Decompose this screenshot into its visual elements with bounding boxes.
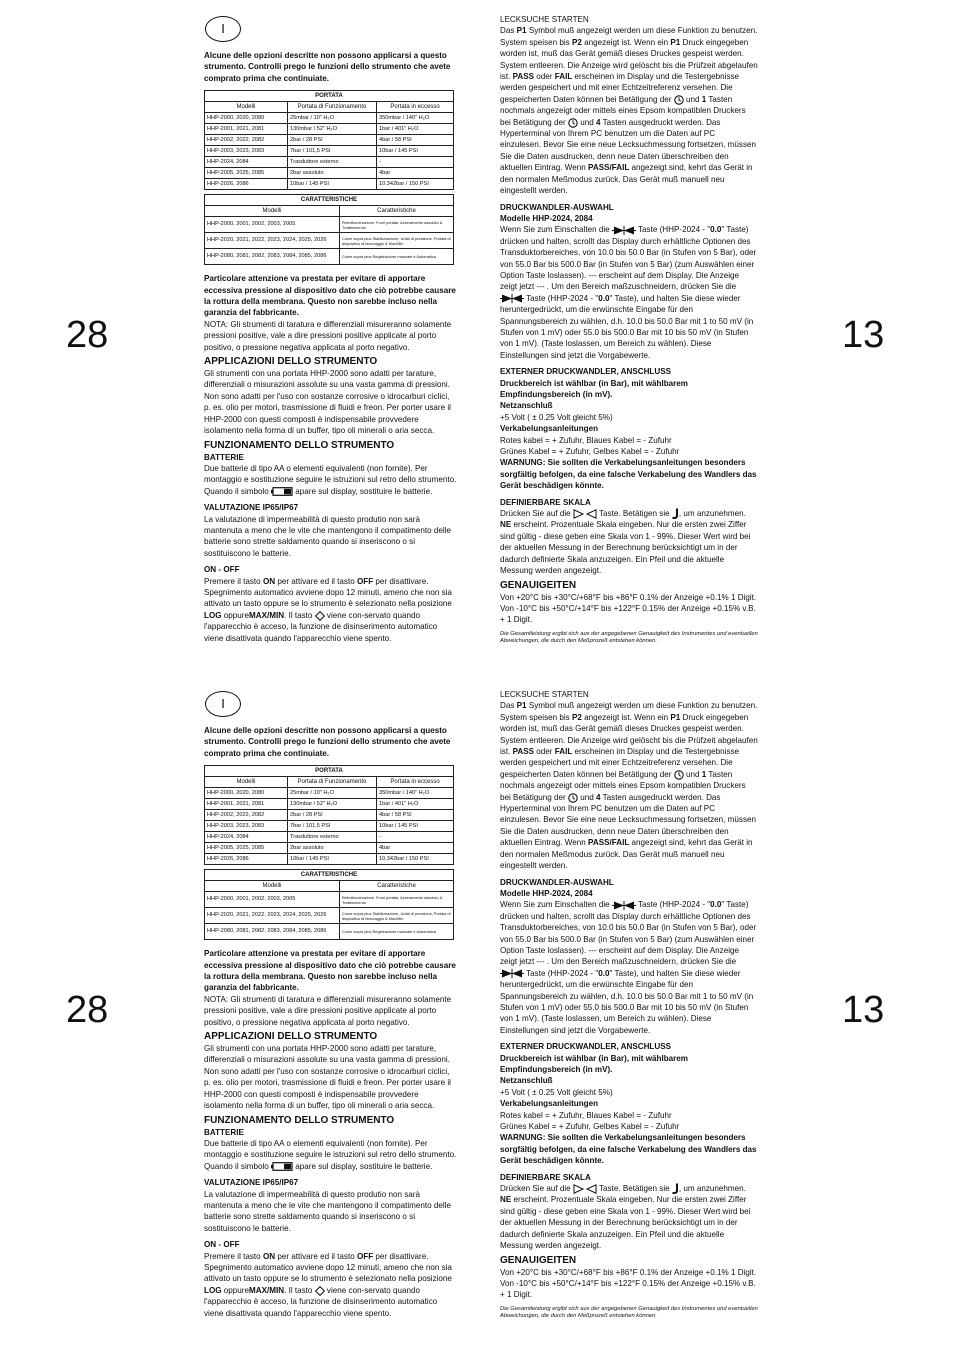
portata-header-eccesso: Portata in eccesso <box>377 777 454 788</box>
off-key-label: OFF <box>356 576 374 586</box>
portata-cell: HHP-2001, 2021, 2081 <box>205 799 288 810</box>
onoff-text <box>204 576 458 644</box>
transducer-key-icon <box>500 969 524 978</box>
portata-cell: 2bar / 28 PSI <box>288 135 377 146</box>
druckwandler-models: Modelle HHP-2024, 2084 <box>500 213 593 223</box>
caratteristiche-table <box>204 194 454 265</box>
transducer-key-icon <box>612 901 636 910</box>
portata-row <box>205 854 454 865</box>
clock-key-icon <box>674 95 684 105</box>
onoff-text-d: oppure <box>223 1285 249 1295</box>
portata-cell: HHP-2000, 2020, 2080 <box>205 788 288 799</box>
clock-key-icon <box>568 793 578 803</box>
caratteristiche-cell: Come sopra plus Registrazione manuale e Automatica <box>340 924 454 940</box>
druckwandler-text <box>500 899 758 1036</box>
leck-heading: LECKSUCHE STARTEN <box>500 15 589 24</box>
key-4-label: 4 <box>595 117 601 127</box>
zero-key-label-2: 0.0 <box>598 293 610 303</box>
caratteristiche-cell: Come sopra plus Stabilizzazione, Unità di pressione, Portata di dispositivo di bloccaggio & Max/Min <box>340 233 454 249</box>
portata-cell: 2bar / 28 PSI <box>288 810 377 821</box>
portata-cell: 2bar assoluto <box>288 168 377 179</box>
applicazioni-text: Gli strumenti con una portata HHP-2000 sono adatti per tarature, differenziali o misurazioni assolute su una vasta gamma di pressioni. Non sono adatti per l'uso con sostanze corrosive o idrocarburi ciclici, p. es. olio per motori, trasmissione di fluidi e freon. Per porter usare il HHP-2000 con questi composti è indispensabile provvedere isolamento nella forma di un buffer, tipo oli minerali o aria secca. <box>204 369 451 436</box>
portata-cell: HHP-2001, 2021, 2081 <box>205 124 288 135</box>
batterie-text-b: apare sul display, sostituire le batterie. <box>295 486 433 496</box>
genauigkeiten-line-1: Von +20°C bis +30°C/+68°F bis +86°F 0.1% der Anzeige +0.1% 1 Digit. <box>500 1267 757 1277</box>
genauigkeiten-line-1: Von +20°C bis +30°C/+68°F bis +86°F 0.1% der Anzeige +0.1% 1 Digit. <box>500 592 757 602</box>
dw-t3: " Taste) drücken und halten, scrollt das Display durch erhältliche Optionen des Transduktorbereiches, von 10.0 bis 50.0 Bar (in Stufen von 5 Bar), oder von 55.0 Bar bis 500.0 Bar (in Stufen von 5 Bar) (zum Auswählen einer Option Taste loslassen). --- erscheint auf dem Display. Die Anzeige zeigt jetzt --- . Um den Bereich maßzuschneidern, drücken Sie die <box>500 900 757 967</box>
diamond-key-icon <box>315 1286 325 1296</box>
netzanschluss-heading: Netzanschluß <box>500 1076 553 1086</box>
portata-header-funzionamento: Portata di Funzionamento <box>288 102 377 113</box>
onoff-heading: ON - OFF <box>204 565 240 575</box>
portata-row <box>205 821 454 832</box>
caratteristiche-cell: HHP-2000, 2001, 2002, 2003, 2005 <box>205 892 340 908</box>
fail-label: FAIL <box>554 72 573 82</box>
portata-cell: - <box>377 832 454 843</box>
verkabelung-line-1: Rotes kabel = + Zufuhr, Blaues Kabel = - Zufuhr <box>500 1110 672 1120</box>
language-badge-italian: I <box>205 691 241 717</box>
italian-column <box>204 14 458 644</box>
portata-cell: 350mbar / 140" H₂O <box>377 113 454 124</box>
portata-cell: 350mbar / 140" H₂O <box>377 788 454 799</box>
leck-text <box>500 700 758 871</box>
onoff-text-f: viene con-servato quando l'apparecchio è acceso, la funzione de disinserimento automatico viene disattivata quando l'apparecchio viene spento. <box>204 610 438 643</box>
external-transducer-subtitle: Druckbereich ist wählbar (in Bar), mit wählbarem Empfindungsbereich (in mV). <box>500 1053 689 1074</box>
p1-label-2: P1 <box>670 712 681 722</box>
portata-cell: 4bar <box>377 168 454 179</box>
portata-row <box>205 799 454 810</box>
ip-text: La valutazione di impermeabilità di questo produtio non sarà mantenuta a meno che le vite che mantengono il compatimento delle batterie sono strette saldamento quando si inseriscono o si sostituiscono le batterie. <box>204 1189 452 1233</box>
portata-cell: 130mbar / 52" H₂O <box>288 124 377 135</box>
dw-t4: Taste (HHP-2024 - " <box>526 968 599 978</box>
skala-text <box>500 508 758 576</box>
applicazioni-text: Gli strumenti con una portata HHP-2000 sono adatti per tarature, differenziali o misurazioni assolute su una vasta gamma di pressioni. Non sono adatti per l'uso con sostanze corrosive o idrocarburi ciclici, p. es. olio per motori, trasmissione di fluidi e freon. Per porter usare il HHP-2000 con questi composti è indispensabile provvedere isolamento nella forma di un buffer, tipo oli minerali o aria secca. <box>204 1044 451 1111</box>
portata-cell: HHP-2003, 2023, 2083 <box>205 821 288 832</box>
leck-heading: LECKSUCHE STARTEN <box>500 690 589 699</box>
druckwandler-heading: DRUCKWANDLER-AUSWAHL <box>500 877 614 887</box>
caratteristiche-header-modelli: Modelli <box>205 881 340 892</box>
page-spread-bottom <box>0 675 954 1350</box>
caratteristiche-header-modelli: Modelli <box>205 206 340 217</box>
ip-heading: VALUTAZIONE IP65/IP67 <box>204 1178 299 1188</box>
portata-cell: 10bar / 145 PSI <box>377 146 454 157</box>
applicazioni-heading: APPLICAZIONI DELLO STRUMENTO <box>204 1031 378 1043</box>
dw-t5: " Taste), und halten Sie diese wieder heruntergedrückt, um die erwünschte Eingabe für den Spannungsbereich zu wählen, d.h. 10.0 bis 50.0 Bar mit 1 to 50 mV (in Stufen von 1 mV) oder 55.0 bis 500.0 Bar mit 10 bis 50 mV (in Stufen von 1 mV). (Taste loslassen, um Bereich zu wählen). Diese Einstellungen sind jetzt die Vorgabewerte. <box>500 968 754 1035</box>
on-key-label: ON <box>262 1251 276 1261</box>
caratteristiche-cell: HHP-2020, 2021, 2022, 2023, 2024, 2025, 2026 <box>205 908 340 924</box>
skala-t4: erscheint. Prozentuale Skala eingeben. Nur die ersten zwei Ziffer sind gültig - diese geben eine Skala von 1 - 99%. Dieser Wert wird bei der aktuellen Messung in der Berechnung berücksichtigt um in der dadurch definierte Skala anzuzeigen. Ein Pfeil und die aktuelle Messung werden angezeigt. <box>500 1195 751 1251</box>
wiring-warning: WARNUNG: Sie sollten die Verkabelungsanleitungen besonders sorgfältig befolgen, da eine falsche Verkabelung des Wandlers das Gerät beschädigen könnte. <box>500 458 757 491</box>
dw-t2: Taste (HHP-2024 - " <box>638 225 711 235</box>
funzionamento-heading: FUNZIONAMENTO DELLO STRUMENTO <box>204 439 395 451</box>
external-transducer-heading: EXTERNER DRUCKWANDLER, ANSCHLUSS <box>500 1042 672 1052</box>
ip-heading: VALUTAZIONE IP65/IP67 <box>204 503 299 513</box>
external-transducer-subtitle: Druckbereich ist wählbar (in Bar), mit wählbarem Empfindungsbereich (in mV). <box>500 378 689 399</box>
portata-cell: HHP-2024, 2084 <box>205 832 288 843</box>
leck-t10: Tasten ausgedruckt werden. Das Hyperterminal von Ihrem PC benutzen um die Daten auf PC einzulesen. Bevor Sie eine neue Lecksuchmessung fortsetzen, müssen Sie die Daten ausdrucken, denn neue Daten überschreiben den aktuellen Eintrag. Wenn <box>500 117 757 173</box>
portata-cell: 1bar / 401" H₂O <box>377 124 454 135</box>
portata-cell: 10bar / 145 PSI <box>288 854 377 865</box>
portata-cell: 10bar / 145 PSI <box>288 179 377 190</box>
page-spread-top <box>0 0 954 675</box>
skala-t3: , um anzunehmen. <box>678 1184 746 1194</box>
zero-key-label: 0.0 <box>710 900 722 910</box>
funzionamento-heading: FUNZIONAMENTO DELLO STRUMENTO <box>204 1114 395 1126</box>
intro-text: Alcune delle opzioni descritte non possono applicarsi a questo strumento. Controlli prego le funzioni dello strumento che avete comprato prima che continuiate. <box>204 726 451 758</box>
leck-t2: Symbol muß angezeigt werden um diese Funktion zu benutzen. System speisen bis <box>500 701 758 722</box>
on-key-label: ON <box>262 576 276 586</box>
dw-t1: Wenn Sie zum Einschalten die <box>500 225 610 235</box>
onoff-text-a: Premere il tasto <box>204 1251 261 1261</box>
portata-cell: HHP-2005, 2025, 2085 <box>205 843 288 854</box>
portata-cell: 10.342bar / 150 PSI <box>377 179 454 190</box>
portata-cell: Trasduttore esterno <box>288 157 377 168</box>
skala-t3: , um anzunehmen. <box>678 509 746 519</box>
leck-t9: und <box>580 117 594 127</box>
ip-text: La valutazione di impermeabilità di questo produtio non sarà mantenuta a meno che le vite che mantengono il compatimento delle batterie sono strette saldamento quando si inseriscono o si sostituiscono le batterie. <box>204 514 452 558</box>
onoff-text-d: oppure <box>223 610 249 620</box>
skala-t2: Taste. Betätigen sie <box>599 1184 670 1194</box>
portata-caption: PORTATA <box>205 766 454 777</box>
leck-t1: Das <box>500 26 515 36</box>
pressure-warning: Particolare attenzione va prestata per evitare di apportare eccessiva pressione al dispositivo dato che ciò potrebbe causare la rottura della membrana. Questo non sarebbe incluso nella garanzia del fabbricante. <box>204 274 456 318</box>
scale-key-icon <box>573 509 597 519</box>
battery-icon <box>271 1162 293 1171</box>
skala-heading: DEFINIERBARE SKALA <box>500 1172 591 1182</box>
leck-t7: und <box>685 94 700 104</box>
p1-label: P1 <box>516 701 527 711</box>
caratteristiche-row <box>205 249 454 265</box>
netzanschluss-text: +5 Volt ( ± 0.25 Volt gleicht 5%) <box>500 412 613 422</box>
scale-key-icon <box>573 1184 597 1194</box>
wiring-warning: WARNUNG: Sie sollten die Verkabelungsanleitungen besonders sorgfältig befolgen, da eine falsche Verkabelung des Wandlers das Gerät beschädigen könnte. <box>500 1133 757 1166</box>
caratteristiche-cell: Come sopra plus Stabilizzazione, Unità di pressione, Portata di dispositivo di bloccaggio & Max/Min <box>340 908 454 924</box>
verkabelung-line-2: Grünes Kabel = + Zufuhr, Gelbes Kabel = - Zufuhr <box>500 1122 680 1132</box>
transducer-key-icon <box>500 294 524 303</box>
portata-row <box>205 843 454 854</box>
onoff-text-c: per disattivare. Spegnimento automatico avviene dopo 12 minuti, ameno che non sia attivato un tasto oppure se lo strumento è selezionato nella posizione <box>204 576 452 609</box>
log-key-label: LOG <box>204 1285 222 1295</box>
leck-t11: angezeigt sind, kehrt das Gerät in den normalen Meßmodus zurück. Das Gerät muß manuell neu eingestellt werden. <box>500 163 753 196</box>
caratteristiche-row <box>205 217 454 233</box>
caratteristiche-caption: CARATTERISTICHE <box>205 870 454 881</box>
leck-t6: erscheinen im Display und die Testergebnisse werden gespeichert und mit einer Echtzeitreferenz versehen. Die gespeicherten Daten können bei Betätigung der <box>500 72 740 104</box>
portata-row <box>205 788 454 799</box>
diamond-key-icon <box>315 611 325 621</box>
transducer-key-icon <box>612 226 636 235</box>
onoff-text-e: . Il tasto <box>284 1285 313 1295</box>
dw-t1: Wenn Sie zum Einschalten die <box>500 900 610 910</box>
portata-row <box>205 157 454 168</box>
batterie-text-b: apare sul display, sostituire le batterie. <box>295 1161 433 1171</box>
batterie-text <box>204 463 458 497</box>
portata-header-modelli: Modelli <box>205 102 288 113</box>
nota-text: NOTA: Gli strumenti di taratura e differenziali misureranno solamente pressioni positive, vale a dire pressioni positive applicate al porto positivo, o pressione negativa applicata al porto negativo. <box>204 319 452 352</box>
portata-cell: 7bar / 101,5 PSI <box>288 821 377 832</box>
portata-cell: 10bar / 145 PSI <box>377 821 454 832</box>
enter-key-icon <box>672 1183 679 1194</box>
log-key-label: LOG <box>204 610 222 620</box>
key-1-label: 1 <box>701 769 707 779</box>
dw-t3: " Taste) drücken und halten, scrollt das Display durch erhältliche Optionen des Transduktorbereiches, von 10.0 bis 50.0 Bar (in Stufen von 5 Bar), oder von 55.0 Bar bis 500.0 Bar (in Stufen von 5 Bar) (zum Auswählen einer Option Taste loslassen). --- erscheint auf dem Display. Die Anzeige zeigt jetzt --- . Um den Bereich maßzuschneidern, drücken Sie die <box>500 225 757 292</box>
skala-t1: Drücken Sie auf die <box>500 1184 571 1194</box>
leck-t4: Druck eingegeben worden ist, muß das Gerät gemäß dieses Druckes gespeist werden. System entleeren. Die Anzeige wird gelöscht bis die Prüfzeit abgelaufen ist. <box>500 712 758 757</box>
fail-label: FAIL <box>554 747 573 757</box>
portata-cell: HHP-2003, 2023, 2083 <box>205 146 288 157</box>
passfail-label: PASS/FAIL <box>588 838 630 848</box>
genauigkeiten-heading: GENAUIGEITEN <box>500 579 577 591</box>
page-number-right: 13 <box>842 314 885 356</box>
language-badge-italian: I <box>205 16 241 42</box>
caratteristiche-cell: HHP-2080, 2081, 2082, 2083, 2084, 2085, 2086 <box>205 249 340 265</box>
batterie-heading: BATTERIE <box>204 1127 244 1137</box>
caratteristiche-row <box>205 908 454 924</box>
onoff-heading: ON - OFF <box>204 1240 240 1250</box>
portata-cell: 130mbar / 52" H₂O <box>288 799 377 810</box>
onoff-text-a: Premere il tasto <box>204 576 261 586</box>
leck-t1: Das <box>500 701 515 711</box>
page-number-right: 13 <box>842 989 885 1031</box>
leck-t9: und <box>580 792 594 802</box>
portata-row <box>205 124 454 135</box>
leck-t5: oder <box>536 72 553 82</box>
page-number-left: 28 <box>66 314 109 356</box>
caratteristiche-cell: HHP-2000, 2001, 2002, 2003, 2005 <box>205 217 340 233</box>
caratteristiche-table <box>204 869 454 940</box>
portata-row <box>205 832 454 843</box>
nota-text: NOTA: Gli strumenti di taratura e differenziali misureranno solamente pressioni positive, vale a dire pressioni positive applicate al porto positivo, o pressione negativa applicata al porto negativo. <box>204 994 452 1027</box>
leck-t8: Tasten nochmals angezeigt oder mittels eines Epsom kompatiblen Druckers bei Betätigung der <box>500 769 746 802</box>
maxmin-key-label: MAX/MIN <box>249 1285 285 1295</box>
ne-label: NE <box>500 1195 512 1205</box>
leck-t3: angezeigt ist. Wenn ein <box>584 712 669 722</box>
page-number-left: 28 <box>66 989 109 1031</box>
clock-key-icon <box>568 118 578 128</box>
leck-t10: Tasten ausgedruckt werden. Das Hyperterminal von Ihrem PC benutzen um die Daten auf PC einzulesen. Bevor Sie eine neue Lecksuchmessung fortsetzen, müssen Sie die Daten ausdrucken, denn neue Daten überschreiben den aktuellen Eintrag. Wenn <box>500 792 757 848</box>
verkabelung-heading: Verkabelungsanleitungen <box>500 1099 599 1109</box>
enter-key-icon <box>672 508 679 519</box>
p2-label: P2 <box>571 712 582 722</box>
portata-cell: 4bar / 58 PSI <box>377 135 454 146</box>
p1-label: P1 <box>516 26 527 36</box>
portata-table <box>204 765 454 865</box>
onoff-text-b: per attivare ed il tasto <box>277 1251 355 1261</box>
skala-text <box>500 1183 758 1251</box>
verkabelung-line-2: Grünes Kabel = + Zufuhr, Gelbes Kabel = - Zufuhr <box>500 447 680 457</box>
accuracy-footnote: Die Gesamtleistung ergibt sich aus der angegebenen Genauigkeit des Instrumentes und eventuellen Abweichungen, die durch den Meßprozeß entstehen können. <box>500 1305 758 1319</box>
leck-t7: und <box>685 769 700 779</box>
portata-cell: - <box>377 157 454 168</box>
druckwandler-models: Modelle HHP-2024, 2084 <box>500 888 593 898</box>
portata-cell: Trasduttore esterno <box>288 832 377 843</box>
caratteristiche-cell: Retroilluminazione, Fuori portata, Azzeramento assoluto & Trattenimento <box>340 892 454 908</box>
caratteristiche-cell: HHP-2080, 2081, 2082, 2083, 2084, 2085, 2086 <box>205 924 340 940</box>
portata-cell: 2bar assoluto <box>288 843 377 854</box>
portata-cell: 10.342bar / 150 PSI <box>377 854 454 865</box>
accuracy-footnote: Die Gesamtleistung ergibt sich aus der angegebenen Genauigkeit des Instrumentes und eventuellen Abweichungen, die durch den Meßprozeß entstehen können. <box>500 630 758 644</box>
skala-t4: erscheint. Prozentuale Skala eingeben. Nur die ersten zwei Ziffer sind gültig - diese geben eine Skala von 1 - 99%. Dieser Wert wird bei der aktuellen Messung in der Berechnung berücksichtigt um in der dadurch definierte Skala anzuzeigen. Ein Pfeil und die aktuelle Messung werden angezeigt. <box>500 520 751 576</box>
onoff-text-e: . Il tasto <box>284 610 313 620</box>
portata-cell: HHP-2000, 2020, 2080 <box>205 113 288 124</box>
leck-t8: Tasten nochmals angezeigt oder mittels eines Epsom kompatiblen Druckers bei Betätigung der <box>500 94 746 127</box>
clock-key-icon <box>674 770 684 780</box>
genauigkeiten-heading: GENAUIGEITEN <box>500 1254 577 1266</box>
maxmin-key-label: MAX/MIN <box>249 610 285 620</box>
caratteristiche-row <box>205 233 454 249</box>
dw-t4: Taste (HHP-2024 - " <box>526 293 599 303</box>
onoff-text-c: per disattivare. Spegnimento automatico avviene dopo 12 minuti, ameno che non sia attivato un tasto oppure se lo strumento è selezionato nella posizione <box>204 1251 452 1284</box>
netzanschluss-text: +5 Volt ( ± 0.25 Volt gleicht 5%) <box>500 1087 613 1097</box>
german-column <box>500 14 758 645</box>
genauigkeiten-line-2: Von -10°C bis +50°C/+14°F bis +122°F 0.15% der Anzeige +0.15% v.B. + 1 Digit. <box>500 1278 756 1300</box>
portata-cell: 25mbar / 10" H₂O <box>288 788 377 799</box>
leck-text <box>500 25 758 196</box>
batterie-text-a: Due batterie di tipo AA o elementi equivalenti (non fornite). Per montaggio e sostituzione seguire le istruzioni sul retro dello strumento. Quando il simbolo <box>204 1138 457 1171</box>
portata-cell: HHP-2024, 2084 <box>205 157 288 168</box>
passfail-label: PASS/FAIL <box>588 163 630 173</box>
druckwandler-text <box>500 224 758 361</box>
portata-caption: PORTATA <box>205 91 454 102</box>
genauigkeiten-line-2: Von -10°C bis +50°C/+14°F bis +122°F 0.15% der Anzeige +0.15% v.B. + 1 Digit. <box>500 603 756 625</box>
intro-text: Alcune delle opzioni descritte non possono applicarsi a questo strumento. Controlli prego le funzioni dello strumento che avete comprato prima che continuiate. <box>204 51 451 83</box>
p2-label: P2 <box>571 37 582 47</box>
skala-heading: DEFINIERBARE SKALA <box>500 497 591 507</box>
netzanschluss-heading: Netzanschluß <box>500 401 553 411</box>
portata-header-funzionamento: Portata di Funzionamento <box>288 777 377 788</box>
dw-t5: " Taste), und halten Sie diese wieder heruntergedrückt, um die erwünschte Eingabe für den Spannungsbereich zu wählen, d.h. 10.0 bis 50.0 Bar mit 1 to 50 mV (in Stufen von 1 mV) oder 55.0 bis 500.0 Bar mit 10 bis 50 mV (in Stufen von 1 mV). (Taste loslassen, um Bereich zu wählen). Diese Einstellungen sind jetzt die Vorgabewerte. <box>500 293 754 360</box>
dw-t2: Taste (HHP-2024 - " <box>638 900 711 910</box>
portata-row <box>205 179 454 190</box>
portata-cell: HHP-2026, 2086 <box>205 179 288 190</box>
portata-row <box>205 146 454 157</box>
off-key-label: OFF <box>356 1251 374 1261</box>
portata-row <box>205 810 454 821</box>
portata-cell: 7bar / 101,5 PSI <box>288 146 377 157</box>
onoff-text-f: viene con-servato quando l'apparecchio è acceso, la funzione de disinserimento automatico viene disattivata quando l'apparecchio viene spento. <box>204 1285 438 1318</box>
onoff-text <box>204 1251 458 1319</box>
caratteristiche-header-caratteristiche: Caratteristiche <box>340 881 454 892</box>
portata-cell: HHP-2005, 2025, 2085 <box>205 168 288 179</box>
portata-row <box>205 168 454 179</box>
caratteristiche-cell: Retroilluminazione, Fuori portata, Azzeramento assoluto & Trattenimento <box>340 217 454 233</box>
batterie-text-a: Due batterie di tipo AA o elementi equivalenti (non fornite). Per montaggio e sostituzione seguire le istruzioni sul retro dello strumento. Quando il simbolo <box>204 463 457 496</box>
portata-cell: HHP-2002, 2022, 2082 <box>205 810 288 821</box>
leck-t4: Druck eingegeben worden ist, muß das Gerät gemäß dieses Druckes gespeist werden. System entleeren. Die Anzeige wird gelöscht bis die Prüfzeit abgelaufen ist. <box>500 37 758 82</box>
caratteristiche-row <box>205 892 454 908</box>
caratteristiche-cell: HHP-2020, 2021, 2022, 2023, 2024, 2025, 2026 <box>205 233 340 249</box>
portata-table <box>204 90 454 190</box>
skala-t2: Taste. Betätigen sie <box>599 509 670 519</box>
zero-key-label: 0.0 <box>710 225 722 235</box>
zero-key-label-2: 0.0 <box>598 968 610 978</box>
portata-header-modelli: Modelli <box>205 777 288 788</box>
portata-cell: 4bar / 58 PSI <box>377 810 454 821</box>
skala-t1: Drücken Sie auf die <box>500 509 571 519</box>
p1-label-2: P1 <box>670 37 681 47</box>
key-4-label: 4 <box>595 792 601 802</box>
portata-cell: 25mbar / 10" H₂O <box>288 113 377 124</box>
battery-icon <box>271 487 293 496</box>
portata-cell: 1bar / 401" H₂O <box>377 799 454 810</box>
italian-column <box>204 689 458 1319</box>
key-1-label: 1 <box>701 94 707 104</box>
portata-row <box>205 135 454 146</box>
pass-label: PASS <box>512 747 535 757</box>
pressure-warning: Particolare attenzione va prestata per evitare di apportare eccessiva pressione al dispositivo dato che ciò potrebbe causare la rottura della membrana. Questo non sarebbe incluso nella garanzia del fabbricante. <box>204 949 456 993</box>
ne-label: NE <box>500 520 512 530</box>
portata-cell: 4bar <box>377 843 454 854</box>
portata-cell: HHP-2026, 2086 <box>205 854 288 865</box>
portata-row <box>205 113 454 124</box>
external-transducer-heading: EXTERNER DRUCKWANDLER, ANSCHLUSS <box>500 367 672 377</box>
pass-label: PASS <box>512 72 535 82</box>
caratteristiche-header-caratteristiche: Caratteristiche <box>340 206 454 217</box>
caratteristiche-caption: CARATTERISTICHE <box>205 195 454 206</box>
leck-t6: erscheinen im Display und die Testergebnisse werden gespeichert und mit einer Echtzeitreferenz versehen. Die gespeicherten Daten können bei Betätigung der <box>500 747 740 779</box>
druckwandler-heading: DRUCKWANDLER-AUSWAHL <box>500 202 614 212</box>
leck-t5: oder <box>536 747 553 757</box>
caratteristiche-row <box>205 924 454 940</box>
leck-t11: angezeigt sind, kehrt das Gerät in den normalen Meßmodus zurück. Das Gerät muß manuell neu eingestellt werden. <box>500 838 753 871</box>
applicazioni-heading: APPLICAZIONI DELLO STRUMENTO <box>204 356 378 368</box>
portata-header-eccesso: Portata in eccesso <box>377 102 454 113</box>
batterie-text <box>204 1138 458 1172</box>
verkabelung-heading: Verkabelungsanleitungen <box>500 424 599 434</box>
german-column <box>500 689 758 1320</box>
batterie-heading: BATTERIE <box>204 452 244 462</box>
caratteristiche-cell: Come sopra plus Registrazione manuale e Automatica <box>340 249 454 265</box>
portata-cell: HHP-2002, 2022, 2082 <box>205 135 288 146</box>
leck-t2: Symbol muß angezeigt werden um diese Funktion zu benutzen. System speisen bis <box>500 26 758 47</box>
onoff-text-b: per attivare ed il tasto <box>277 576 355 586</box>
verkabelung-line-1: Rotes kabel = + Zufuhr, Blaues Kabel = - Zufuhr <box>500 435 672 445</box>
leck-t3: angezeigt ist. Wenn ein <box>584 37 669 47</box>
